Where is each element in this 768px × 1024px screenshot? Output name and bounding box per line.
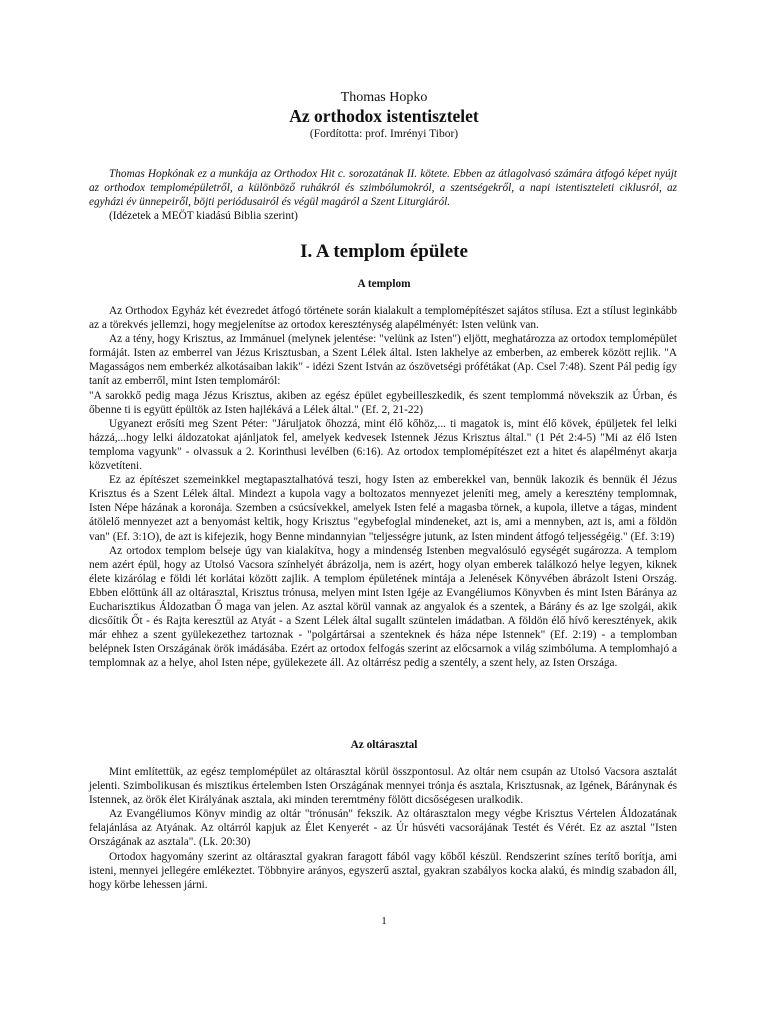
abstract-text: Thomas Hopkónak ez a munkája az Orthodox Hit c. sorozatának II. kötete. Ebben az átlagolvasó számára átfogó képet nyújt az orthodox templomépületről, a különböző ruhákról és szimbólumokról, a szentségekről, a napi istentiszteleti ciklusról, az egyházi év ünnepeiről, böjti periódusairól és végül magáról a Szent Liturgiáról. [89,168,677,209]
paragraph: Ez az építészet szemeinkkel megtapasztalhatóvá teszi, hogy Isten az emberekkel van, bennük lakozik és bennük él Jézus Krisztus és a Szent Lélek által. Mindezt a kupola vagy a boltozatos mennyezet jeleníti meg, amely a keresztény templomnak, Isten Népe házának a koronája. Szemben a csúcsívekkel, amelyek Isten felé a magasba törnek, a kupola, illetve a tágas, mindent átölelő mennyezet azt a benyomást keltik, hogy Krisztus "egybefoglal mindeneket, azt is, ami a mennyben, azt is, ami a földön van" (Ef. 3:1O), de azt is kifejezik, hogy Benne mindannyian "teljességre jutunk, az Isten mindent átfogó teljességéig." (Ef. 3:19) [89,474,677,543]
section-heading-templom: A templom [357,278,411,290]
section-body-oltarasztal [89,765,677,892]
paragraph: Az Orthodox Egyház két évezredet átfogó története során kialakult a templomépítészet sajátos stílusa. Ezt a stílust leginkább az a törekvés jellemzi, hogy megjelenítse az ortodox kereszténység alapélményét: Isten velünk van. [89,305,677,332]
paragraph: Ugyanezt erősíti meg Szent Péter: "Járuljatok őhozzá, mint élő kőhöz,... ti magatok is, mint élő kövek, épüljetek fel lelki házzá,...hogy lelki áldozatokat ajánljatok fel, amelyek kedvesek Istennek Jézus Krisztus által." (1 Pét 2:4-5) "Mi az élő Isten temploma vagyunk" - olvassuk a 2. Korinthusi levélben (6:16). Az ortodox templomépítészet ezt a hitet és alapélményt akarja közvetíteni. [89,417,677,473]
paragraph: Ortodox hagyomány szerint az oltárasztal gyakran faragott fából vagy kőből készül. Rendszerint színes terítő borítja, ami isteni, mennyei jellegére emlékeztet. Többnyire arányos, egyszerű asztal, gyakran szabályos kocka alakú, és mindig szabadon áll, hogy körbe lehessen járni. [89,850,677,891]
paragraph: Az a tény, hogy Krisztus, az Immánuel (melynek jelentése: "velünk az Isten") eljött, meghatározza az ortodox templomépület formáját. Isten az emberrel van Jézus Krisztusban, a Szent Lélek által. Isten lakhelye az emberben, az emberek között rejlik. "A Magasságos nem emberkéz alkotásaiban lakik" - idézi Szent István az ószövetségi prófétákat (Ap. Csel 7:48). Szent Pál pedig így tanít az emberről, mint Isten templomáról: [89,333,677,388]
document-title: Az orthodox istentisztelet [289,106,479,126]
section-body-templom [89,304,677,670]
paragraph: Az ortodox templom belseje úgy van kialakítva, hogy a mindenség Istenben megvalósuló egységét sugározza. A templom nem azért épül, hogy az Utolsó Vacsora színhelyét ábrázolja, nem is azért, hogy olyan emberek találkozó helye legyen, kiknek élete kizárólag e földi lét korlátai között zajlik. A templom épületének mintája a Jelenések Könyvében ábrázolt Isteni Ország. Ebben előttünk áll az oltárasztal, Krisztus trónusa, melyen mint Isten Igéje az Evangéliumos Könyvben és mint Isten Báránya az Eucharisztikus Áldozatban Ő maga van jelen. Az asztal körül vannak az angyalok és a szentek, a Bárány és az Ige szolgái, akik dicsőítik Őt - és Rajta keresztül az Atyát - a Szent Lélek által sugallt szüntelen imádatban. A földön élő hívő keresztények, akik már ehhez a szent gyülekezethez tartoznak - "polgártársai a szenteknek és háza népe Istennek" (Ef. 2:19) - a templomban belépnek Isten Országának örök imádásába. Ezért az ortodox felfogás szerint az előcsarnok a világ szimbóluma. A templomhajó a templomnak az a helye, ahol Isten népe, gyülekezete áll. Az oltárrész pedig a szentély, a szent hely, az Isten Országa. [89,544,677,670]
author-name: Thomas Hopko [340,90,428,105]
section-heading-oltarasztal: Az oltárasztal [350,739,418,751]
page-number: 1 [381,915,387,927]
quote-paragraph: "A sarokkő pedig maga Jézus Krisztus, akiben az egész épület egybeilleszkedik, és szent templommá növekszik az Úrban, és őbenne ti is együtt épültök az Isten hajlékává a Lélek által." (Ef. 2, 21-22) [89,389,677,416]
paragraph: Mint említettük, az egész templomépület az oltárasztal körül összpontosul. Az oltár nem csupán az Utolsó Vacsora asztalát jelenti. Szimbolikusan és misztikus értelemben Isten Országának mennyei trónja és asztala, Krisztusnak, az Igének, Báránynak és Istennek, az örök élet Királyának asztala, aki minden teremtmény fölött dicsőségesen uralkodik. [89,766,677,807]
quotation-note: (Idézetek a MEÖT kiadású Biblia szerint) [109,210,298,223]
translator-credit: (Fordította: prof. Imrényi Tibor) [309,128,459,140]
paragraph: Az Evangéliumos Könyv mindig az oltár "trónusán" fekszik. Az oltárasztalon megy végbe Krisztus Vértelen Áldozatának felajánlása az Atyának. Az oltárról kapjuk az Élet Kenyerét - az Úr húsvéti vacsorájának Testét és Vérét. Ez az asztal "Isten Országának az asztala". (Lk. 20:30) [89,808,677,849]
abstract [89,167,677,223]
chapter-title: I. A templom épülete [300,241,468,262]
